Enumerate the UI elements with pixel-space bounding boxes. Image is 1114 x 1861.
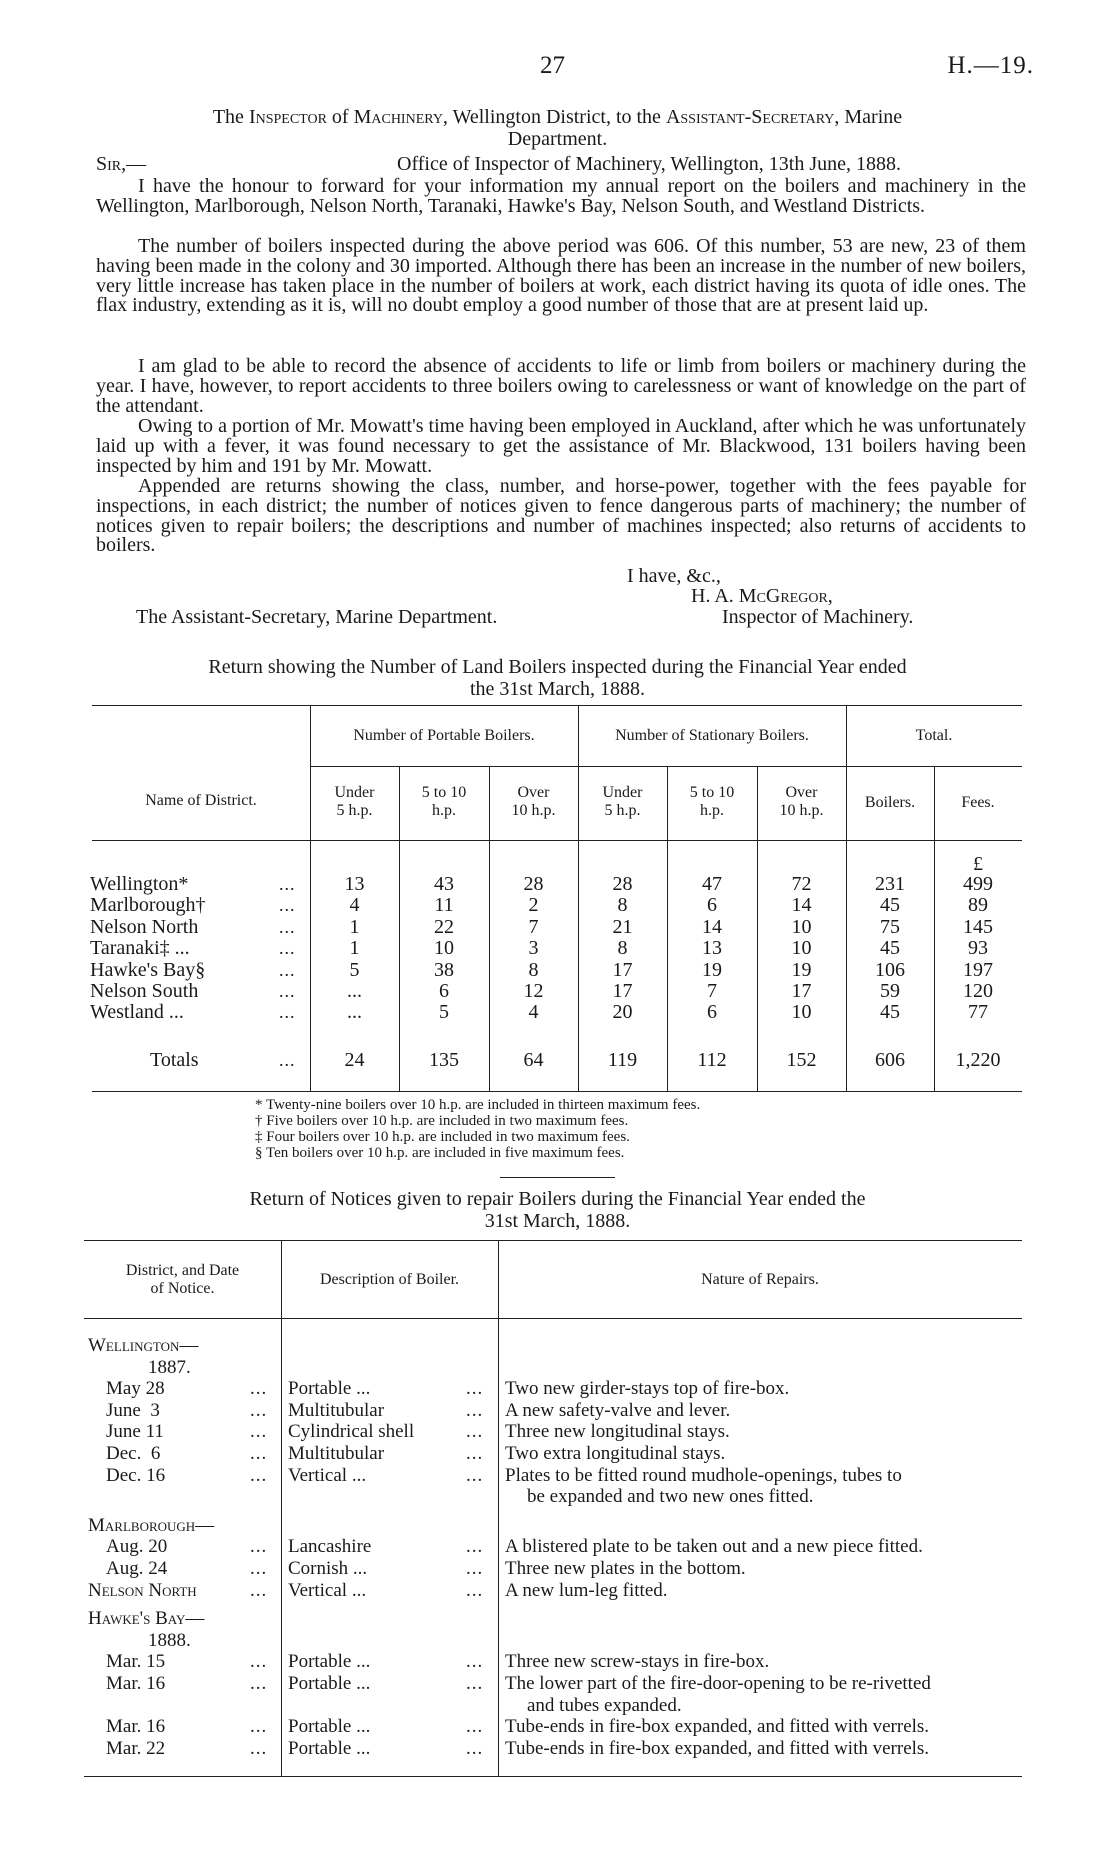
document-id: H.—19.	[947, 52, 1034, 79]
table-cell: ...	[347, 980, 362, 1002]
table-cell: 13	[702, 937, 722, 959]
table-cell: 6	[707, 1001, 717, 1023]
repair-description: A new safety-valve and lever.	[505, 1400, 731, 1421]
table-cell: 17	[791, 980, 812, 1002]
table-rule	[310, 766, 1022, 767]
total-cell: 24	[344, 1049, 365, 1071]
table-cell: 6	[439, 980, 449, 1002]
leader-dots: ...	[279, 917, 296, 937]
table-cell: 13	[344, 873, 365, 895]
footnote: * Twenty-nine boilers over 10 h.p. are included in thirteen maximum fees.	[255, 1097, 701, 1113]
table-cell: 5	[349, 959, 360, 981]
leader-dots: ...	[250, 1673, 268, 1694]
leader-dots: ...	[250, 1738, 268, 1759]
table-cell: 72	[791, 873, 812, 895]
leader-dots: ...	[279, 1002, 296, 1022]
column-header-boiler: Description of Boiler.	[319, 1271, 460, 1288]
table-cell: 14	[791, 894, 812, 916]
table-cell: 1	[349, 916, 360, 938]
table-cell: 22	[434, 916, 454, 938]
letter-paragraph: I have the honour to forward for your information my annual report on the boilers and machinery in the Wellington, Marlborough, Nelson North, Taranaki, Hawke's Bay, Nelson South, and Westland Districts.	[96, 175, 1026, 217]
leader-dots: ...	[279, 874, 296, 894]
leader-dots: ...	[250, 1465, 268, 1486]
salutation: Sir,—	[96, 153, 147, 175]
leader-dots: ...	[466, 1443, 484, 1464]
repair-description: Two extra longitudinal stays.	[505, 1443, 726, 1464]
notice-date: Dec. 6	[106, 1443, 161, 1464]
district-heading: Marlborough—	[88, 1515, 215, 1536]
table-cell: 145	[963, 916, 993, 938]
table-cell: 17	[612, 980, 633, 1002]
leader-dots: ...	[250, 1378, 268, 1399]
footnote: † Five boilers over 10 h.p. are included in two maximum fees.	[255, 1113, 629, 1129]
leader-dots: ...	[279, 1050, 296, 1070]
boiler-description: Portable ...	[288, 1716, 371, 1737]
leader-dots: ...	[466, 1421, 484, 1442]
section-divider	[500, 1177, 615, 1178]
leader-dots: ...	[250, 1580, 268, 1601]
district-heading: Hawke's Bay—	[88, 1608, 205, 1629]
letter-paragraph: Owing to a portion of Mr. Mowatt's time having been employed in Auckland, after which he was unfortunately laid up with a fever, it was found necessary to get the assistance of Mr. Blackwood, 131 boilers having been inspected by him and 191 by Mr. Mowatt.	[96, 415, 1026, 477]
repair-description: Two new girder-stays top of fire-box.	[505, 1378, 790, 1399]
column-header-repairs: Nature of Repairs.	[701, 1271, 819, 1288]
table-cell: 1	[349, 937, 360, 959]
subheader-5to10: 5 to 10 h.p.	[689, 784, 735, 819]
leader-dots: ...	[466, 1536, 484, 1557]
notice-date: Aug. 24	[106, 1558, 168, 1579]
leader-dots: ...	[250, 1400, 268, 1421]
subheader-boilers: Boilers.	[864, 794, 916, 811]
table-cell: 231	[875, 873, 905, 895]
notice-date: Dec. 16	[106, 1465, 166, 1486]
district-heading: Nelson North	[88, 1580, 197, 1601]
repair-description: A new lum-leg fitted.	[505, 1580, 668, 1601]
subheader-under5: Under 5 h.p.	[334, 784, 375, 819]
signature: H. A. McGregor,	[691, 585, 833, 607]
return1-title: Return showing the Number of Land Boilers inspected during the Financial Year ended the 31st March, 1888.	[208, 656, 907, 700]
column-header-total: Total.	[915, 727, 953, 744]
table-cell: 10	[791, 937, 812, 959]
letter-paragraph: Appended are returns showing the class, number, and horse-power, together with the fees payable for inspections, in each district; the number of notices given to fence dangerous parts of machinery; the number of notices given to repair boilers; the descriptions and number of machines inspected; also returns of accidents to boilers.	[96, 475, 1026, 557]
boiler-description: Multitubular	[288, 1400, 385, 1421]
boiler-description: Portable ...	[288, 1738, 371, 1759]
column-divider	[498, 1240, 499, 1776]
notice-date: May 28	[106, 1378, 165, 1399]
district-name: Nelson South	[90, 980, 199, 1002]
leader-dots: ...	[279, 895, 296, 915]
leader-dots: ...	[466, 1716, 484, 1737]
total-cell: 152	[786, 1049, 817, 1071]
totals-label: Totals	[150, 1049, 199, 1071]
column-header-district: Name of District.	[145, 792, 257, 809]
subheader-over10: Over 10 h.p.	[779, 784, 824, 819]
letter-title: The Inspector of Machinery, Wellington District, to the Assistant-Secretary, Marine Department.	[212, 106, 903, 150]
leader-dots: ...	[466, 1580, 484, 1601]
leader-dots: ...	[250, 1443, 268, 1464]
table-cell: 19	[702, 959, 722, 981]
district-name: Westland ...	[90, 1001, 184, 1023]
subheader-fees: Fees.	[961, 794, 995, 811]
leader-dots: ...	[250, 1421, 268, 1442]
notice-date: June 3	[106, 1400, 160, 1421]
table-cell: 8	[617, 894, 628, 916]
table-cell: ...	[347, 1001, 362, 1023]
return2-title: Return of Notices given to repair Boilers during the Financial Year ended the 31st March, 1888.	[249, 1188, 866, 1232]
repair-description: Tube-ends in fire-box expanded, and fitted with verrels.	[505, 1716, 930, 1737]
column-divider	[281, 1240, 282, 1776]
leader-dots: ...	[279, 981, 296, 1001]
table-cell: 5	[439, 1001, 449, 1023]
total-cell: 119	[607, 1049, 638, 1071]
table-cell: 43	[434, 873, 454, 895]
table-cell: 45	[880, 1001, 900, 1023]
table-cell: 21	[612, 916, 633, 938]
footnote: § Ten boilers over 10 h.p. are included in five maximum fees.	[255, 1145, 625, 1161]
table-cell: 499	[963, 873, 993, 895]
boiler-description: Cornish ...	[288, 1558, 368, 1579]
total-cell: 1,220	[955, 1049, 1001, 1071]
table-rule	[92, 840, 1022, 841]
table-cell: 75	[880, 916, 900, 938]
year-heading: 1888.	[148, 1630, 191, 1651]
table-cell: 10	[791, 1001, 812, 1023]
district-name: Marlborough†	[90, 894, 206, 916]
table-cell: 12	[523, 980, 544, 1002]
table-rule	[92, 705, 1022, 706]
notice-date: Mar. 22	[106, 1738, 166, 1759]
table-cell: 17	[612, 959, 633, 981]
total-cell: 135	[429, 1049, 459, 1071]
notice-date: Mar. 16	[106, 1716, 166, 1737]
leader-dots: ...	[466, 1465, 484, 1486]
boiler-description: Vertical ...	[288, 1580, 367, 1601]
leader-dots: ...	[279, 938, 296, 958]
total-cell: 112	[697, 1049, 727, 1071]
table-cell: 28	[612, 873, 633, 895]
repair-description: Tube-ends in fire-box expanded, and fitted with verrels.	[505, 1738, 930, 1759]
addressee: The Assistant-Secretary, Marine Department.	[136, 606, 498, 628]
table-cell: 4	[528, 1001, 539, 1023]
total-cell: 606	[875, 1049, 905, 1071]
boiler-description: Multitubular	[288, 1443, 385, 1464]
currency-symbol: £	[973, 853, 983, 875]
subheader-5to10: 5 to 10 h.p.	[421, 784, 467, 819]
table-cell: 89	[968, 894, 988, 916]
year-heading: 1887.	[148, 1357, 191, 1378]
table-cell: 77	[968, 1001, 988, 1023]
district-name: Hawke's Bay§	[90, 959, 206, 981]
table-cell: 2	[528, 894, 539, 916]
table-cell: 38	[434, 959, 454, 981]
table-cell: 3	[528, 937, 539, 959]
column-header-stationary: Number of Stationary Boilers.	[615, 727, 809, 744]
signer-title: Inspector of Machinery.	[722, 606, 914, 628]
table-cell: 11	[434, 894, 454, 916]
table-cell: 197	[963, 959, 993, 981]
leader-dots: ...	[466, 1651, 484, 1672]
leader-dots: ...	[279, 960, 296, 980]
leader-dots: ...	[250, 1716, 268, 1737]
table-cell: 59	[880, 980, 900, 1002]
table-cell: 4	[349, 894, 360, 916]
leader-dots: ...	[466, 1738, 484, 1759]
table-rule	[84, 1240, 1022, 1241]
district-name: Nelson North	[90, 916, 199, 938]
table-cell: 14	[702, 916, 722, 938]
repair-description: and tubes expanded.	[527, 1695, 682, 1716]
boiler-description: Portable ...	[288, 1673, 371, 1694]
total-cell: 64	[523, 1049, 544, 1071]
notice-date: June 11	[106, 1421, 164, 1442]
table-cell: 120	[963, 980, 993, 1002]
page-number: 27	[540, 52, 565, 79]
leader-dots: ...	[250, 1558, 268, 1579]
table-cell: 28	[523, 873, 544, 895]
repair-description: be expanded and two new ones fitted.	[527, 1486, 814, 1507]
repair-description: Three new plates in the bottom.	[505, 1558, 746, 1579]
leader-dots: ...	[466, 1673, 484, 1694]
footnote: ‡ Four boilers over 10 h.p. are included in two maximum fees.	[255, 1129, 630, 1145]
notice-date: Aug. 20	[106, 1536, 168, 1557]
table-cell: 93	[968, 937, 988, 959]
table-cell: 7	[707, 980, 717, 1002]
table-cell: 7	[528, 916, 539, 938]
leader-dots: ...	[466, 1400, 484, 1421]
table-rule	[92, 1091, 1022, 1092]
table-cell: 20	[612, 1001, 633, 1023]
leader-dots: ...	[250, 1536, 268, 1557]
repair-description: Three new screw-stays in fire-box.	[505, 1651, 770, 1672]
column-header-portable: Number of Portable Boilers.	[353, 727, 535, 744]
closing: I have, &c.,	[627, 565, 721, 587]
letter-paragraph: The number of boilers inspected during the above period was 606. Of this number, 53 are new, 23 of them having been made in the colony and 30 imported. Although there has been an increase in the number of new boilers, very little increase has taken place in the number of boilers at work, each district having its quota of idle ones. The flax industry, extending as it is, will no doubt employ a good number of those that are at present laid up.	[96, 235, 1026, 317]
table-cell: 45	[880, 894, 900, 916]
district-name: Wellington*	[90, 873, 189, 895]
district-name: Taranaki‡ ...	[90, 937, 190, 959]
boiler-description: Vertical ...	[288, 1465, 367, 1486]
column-header-district-date: District, and Date of Notice.	[125, 1262, 240, 1297]
notice-date: Mar. 15	[106, 1651, 166, 1672]
subheader-over10: Over 10 h.p.	[511, 784, 556, 819]
subheader-under5: Under 5 h.p.	[602, 784, 643, 819]
boiler-description: Cylindrical shell	[288, 1421, 415, 1442]
table-cell: 45	[880, 937, 900, 959]
table-cell: 8	[528, 959, 539, 981]
notice-date: Mar. 16	[106, 1673, 166, 1694]
leader-dots: ...	[250, 1651, 268, 1672]
table-cell: 8	[617, 937, 628, 959]
boiler-description: Portable ...	[288, 1378, 371, 1399]
table-cell: 47	[702, 873, 722, 895]
leader-dots: ...	[466, 1378, 484, 1399]
table-rule	[84, 1318, 1022, 1319]
table-cell: 10	[791, 916, 812, 938]
repair-description: The lower part of the fire-door-opening to be re-rivetted	[505, 1673, 931, 1694]
boiler-description: Portable ...	[288, 1651, 371, 1672]
boiler-description: Lancashire	[288, 1536, 372, 1557]
table-cell: 6	[707, 894, 717, 916]
repair-description: Three new longitudinal stays.	[505, 1421, 730, 1442]
table-rule	[84, 1776, 1022, 1777]
office-line: Office of Inspector of Machinery, Wellington, 13th June, 1888.	[397, 153, 902, 175]
district-heading: Wellington—	[88, 1335, 199, 1356]
table-cell: 19	[791, 959, 812, 981]
table-cell: 10	[434, 937, 454, 959]
table-cell: 106	[875, 959, 905, 981]
letter-paragraph: I am glad to be able to record the absence of accidents to life or limb from boilers or machinery during the year. I have, however, to report accidents to three boilers owing to carelessness or want of knowledge on the part of the attendant.	[96, 355, 1026, 417]
repair-description: A blistered plate to be taken out and a new piece fitted.	[505, 1536, 923, 1557]
leader-dots: ...	[466, 1558, 484, 1579]
repair-description: Plates to be fitted round mudhole-openings, tubes to	[505, 1465, 902, 1486]
